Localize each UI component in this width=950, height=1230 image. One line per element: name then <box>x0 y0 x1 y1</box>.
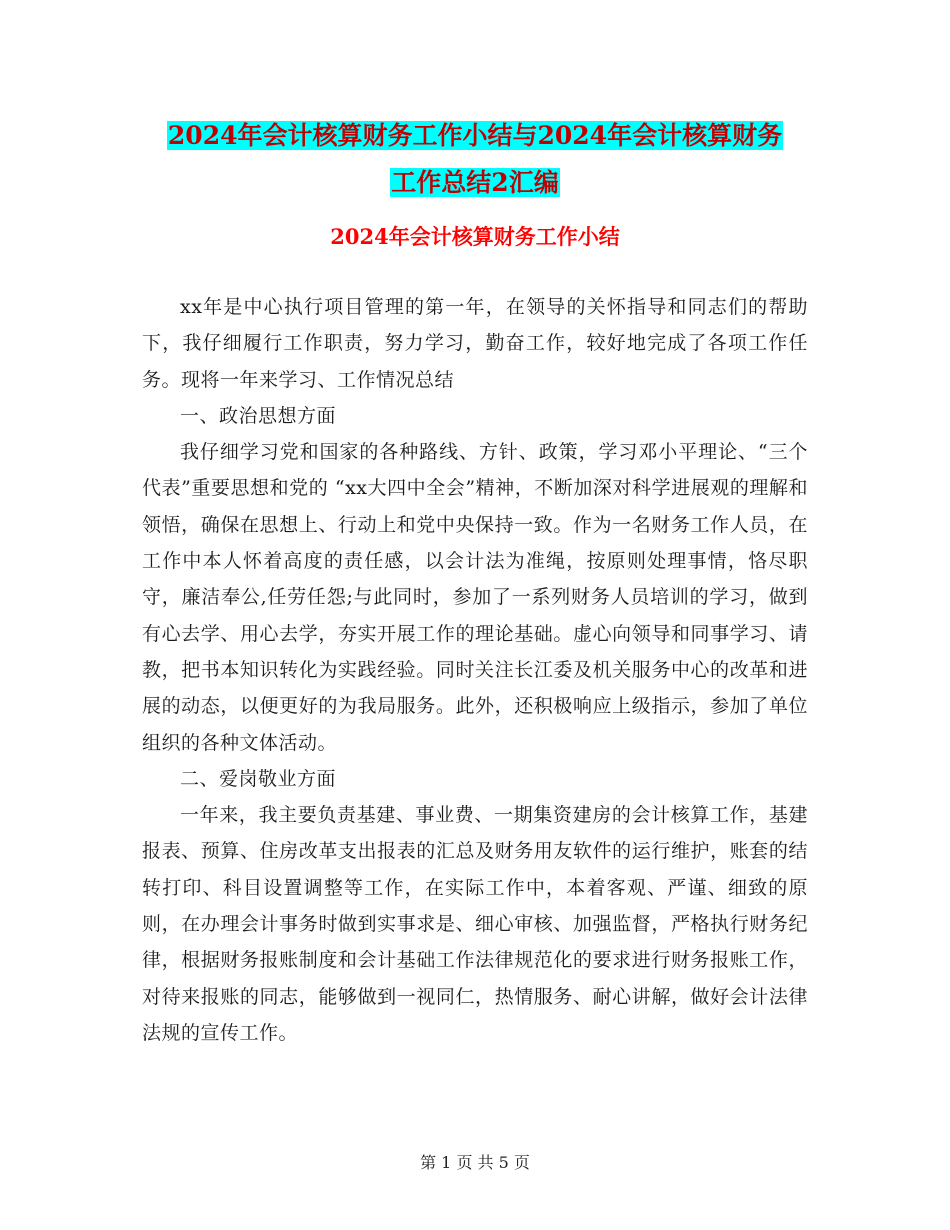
heading-political: 一、政治思想方面 <box>180 404 337 427</box>
page-footer: 第 1 页 共 5 页 <box>420 1153 530 1172</box>
document-title <box>0 112 950 206</box>
paragraph-dedication: 一年来，我主要负责基建、事业费、一期集资建房的会计核算工作，基建报表、预算、住房改革支出报表的汇总及财务用友软件的运行维护，账套的结转打印、科目设置调整等工作，在实际工作中，本着客观、严谨、细致的原则，在办理会计事务时做到实事求是、细心审核、加强监督，严格执行财务纪律，根据财务报账制度和会计基础工作法律规范化的要求进行财务报账工作，对待来报账的同志，能够做到一视同仁，热情服务、耐心讲解，做好会计法律法规的宣传工作。 <box>142 804 808 1044</box>
section-title: 2024年会计核算财务工作小结 <box>330 224 620 249</box>
heading-dedication: 二、爱岗敬业方面 <box>180 767 337 790</box>
document-body <box>142 289 808 1051</box>
title-line-1: 2024年会计核算财务工作小结与2024年会计核算财务 <box>167 121 783 150</box>
title-line-2: 工作总结2汇编 <box>391 168 559 197</box>
paragraph-political: 我仔细学习党和国家的各种路线、方针、政策，学习邓小平理论、“三个代表”重要思想和党的 “xx大四中全会”精神，不断加深对科学进展观的理解和领悟，确保在思想上、行动上和党中央保持一致。作为一名财务工作人员，在工作中本人怀着高度的责任感，以会计法为准绳，按原则处理事情，恪尽职守，廉洁奉公,任劳任怨;与此同时，参加了一系列财务人员培训的学习，做到有心去学、用心去学，夯实开展工作的理论基础。虚心向领导和同事学习、请教，把书本知识转化为实践经验。同时关注长江委及机关服务中心的改革和进展的动态，以便更好的为我局服务。此外，还积极响应上级指示，参加了单位组织的各种文体活动。 <box>142 441 808 754</box>
paragraph-intro: xx年是中心执行项目管理的第一年，在领导的关怀指导和同志们的帮助下，我仔细履行工作职责，努力学习，勤奋工作，较好地完成了各项工作任务。现将一年来学习、工作情况总结 <box>142 296 808 391</box>
